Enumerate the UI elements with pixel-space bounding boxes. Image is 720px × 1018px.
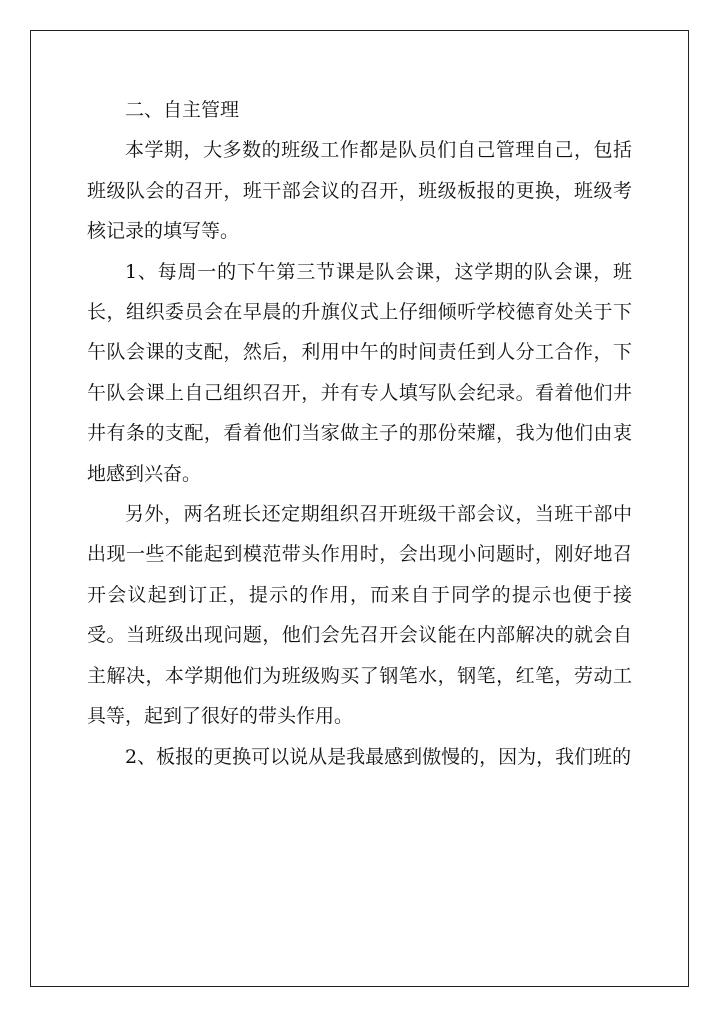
paragraph-cadre-meeting: 另外，两名班长还定期组织召开班级干部会议，当班干部中出现一些不能起到模范带头作用时，会出现小问题时，刚好地召开会议起到订正，提示的作用，而来自于同学的提示也便于接受。当班级出现问题，他们会先召开会议能在内部解决的就会自主解决，本学期他们为班级购买了钢笔水，钢笔，红笔，劳动工具等，起到了很好的带头作用。 [87,503,632,728]
document-body [87,90,632,777]
paragraph-class-meeting: 1、每周一的下午第三节课是队会课，这学期的队会课，班长，组织委员会在早晨的升旗仪式上仔细倾听学校德育处关于下午队会课的支配，然后，利用中午的时间责任到人分工合作，下午队会课上自己组织召开，并有专人填写队会纪录。看着他们井井有条的支配，看着他们当家做主子的那份荣耀，我为他们由衷地感到兴奋。 [87,260,632,485]
paragraph-blackboard: 2、板报的更换可以说从是我最感到傲慢的，因为，我们班的 [125,745,632,768]
section-heading: 二、自主管理 [125,99,240,121]
paragraph-intro: 本学期，大多数的班级工作都是队员们自己管理自己，包括班级队会的召开，班干部会议的召开，班级板报的更换，班级考核记录的填写等。 [87,139,632,243]
